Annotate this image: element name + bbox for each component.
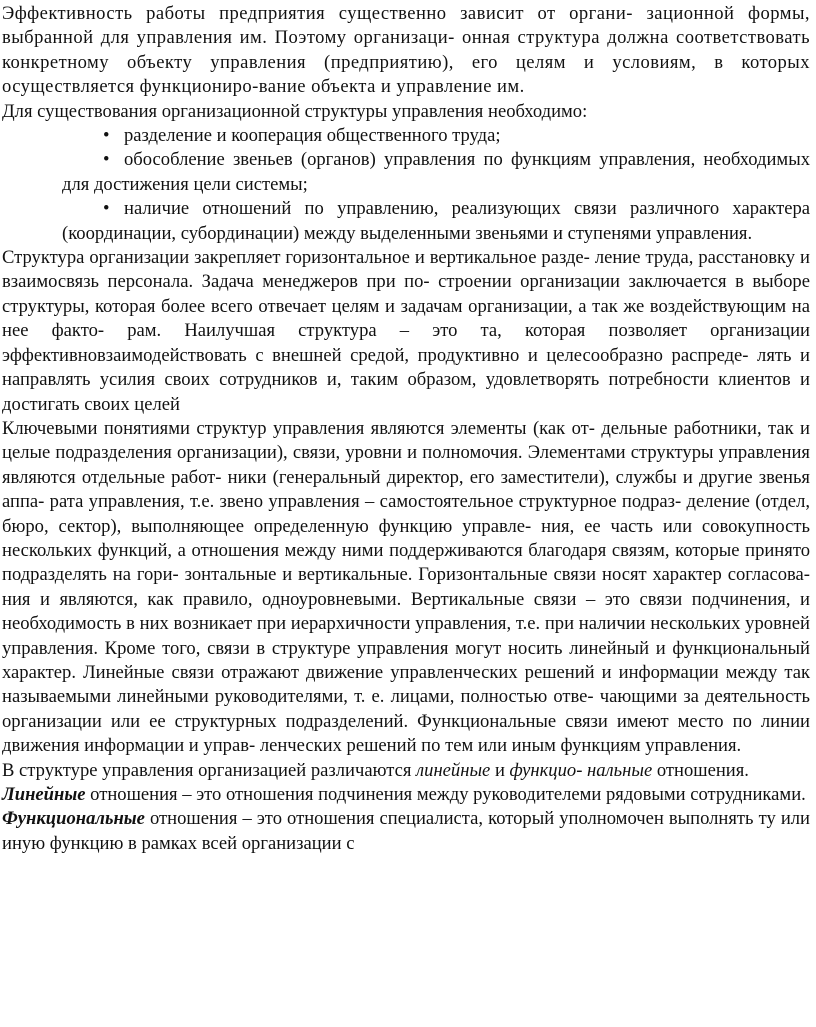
term-linear-italic: линейные: [416, 759, 491, 781]
bullet-icon: •: [103, 125, 110, 147]
requirements-list: [2, 124, 810, 246]
term-functional-italic: функцио- нальные: [509, 759, 653, 781]
paragraph-relations: [2, 759, 810, 783]
text-segment: отношения.: [652, 759, 749, 781]
list-item: [62, 197, 810, 246]
paragraph-structure: Структура организации закрепляет горизонтальное и вертикальное разде- ление труда, расстановку и взаимосвязь персонала. Задача менеджеров при по- строении организации заключается в выборе структуры, которая более всего отвечает целям и задачам организации, а так же воздействующим на нее факто- рам. Наилучшая структура – это та, которая позволяет организации эффективновзаимодействовать с внешней средой, продуктивно и целесообразно распреде- лять и направлять усилия своих сотрудников и, таким образом, удовлетворять потребности клиентов и достигать своих целей: [2, 247, 810, 415]
paragraph-intro: Эффективность работы предприятия существенно зависит от органи- зационной формы, выбранной для управления им. Поэтому организаци- онная структура должна соответствовать конкретному объекту управления (предприятию), его целям и условиям, в которых осуществляется функциониро-вание объекта и управление им.: [2, 3, 810, 98]
list-item-text: разделение и кооперация общественного труда;: [124, 125, 501, 147]
list-item-text: обособление звеньев (органов) управления по функциям управления, необходимых для достижения цели системы;: [62, 149, 810, 195]
text-segment: В структуре управления организацией различаются: [2, 759, 417, 781]
paragraph-linear-relations: [2, 783, 810, 807]
bullet-icon: •: [103, 198, 110, 220]
text-segment: и: [490, 759, 510, 781]
list-item-text: наличие отношений по управлению, реализующих связи различного характера (координации, субординации) между выделенными звеньями и ступенями управления.: [62, 198, 810, 244]
term-linear: Линейные: [2, 784, 86, 805]
paragraph-key-concepts: Ключевыми понятиями структур управления являются элементы (как от- дельные работники, так и целые подразделения организации), связи, уровни и полномочия. Элементами структуры управления являются отдельные работ- ники (генеральный директор, его заместители), службы и другие звенья аппа- рата управления, т.е. звено управления – самостоятельное структурное подраз- деление (отдел, бюро, сектор), выполняющее определенную функцию управле- ния, ее часть или совокупность нескольких функций, а отношения между ними поддерживаются благодаря связям, которые принято подразделять на гори- зонтальные и вертикальные. Горизонтальные связи носят характер согласова- ния и являются, как правило, одноуровневыми. Вертикальные связи – это связи подчинения, и необходимость в них возникает при иерархичности управления, т.е. при наличии нескольких уровней управления. Кроме того, связи в структуре управления могут носить линейный и функциональный характер. Линейные связи отражают движение управленческих решений и информации между так называемыми линейными руководителями, т. е. лицами, полностью отве- чающими за деятельность организации или ее структурных подразделений. Функциональные связи имеют место по линии движения информации и управ- ленческих решений по тем или иным функциям управления.: [2, 417, 810, 757]
paragraph-functional-relations: [2, 807, 810, 856]
definition-text: отношения – это отношения специалиста, который уполномочен выполнять ту или иную функцию в рамках всей организации с: [2, 808, 810, 854]
bullet-icon: •: [103, 149, 110, 171]
term-functional: Функциональные: [2, 808, 145, 830]
definition-text: отношения – это отношения подчинения между руководителеми рядовыми сотрудниками.: [85, 784, 806, 805]
list-item: [62, 124, 810, 148]
document-page: [2, 0, 810, 856]
list-item: [62, 148, 810, 197]
paragraph-requirements: Для существования организационной структуры управления необходимо:: [2, 100, 588, 122]
